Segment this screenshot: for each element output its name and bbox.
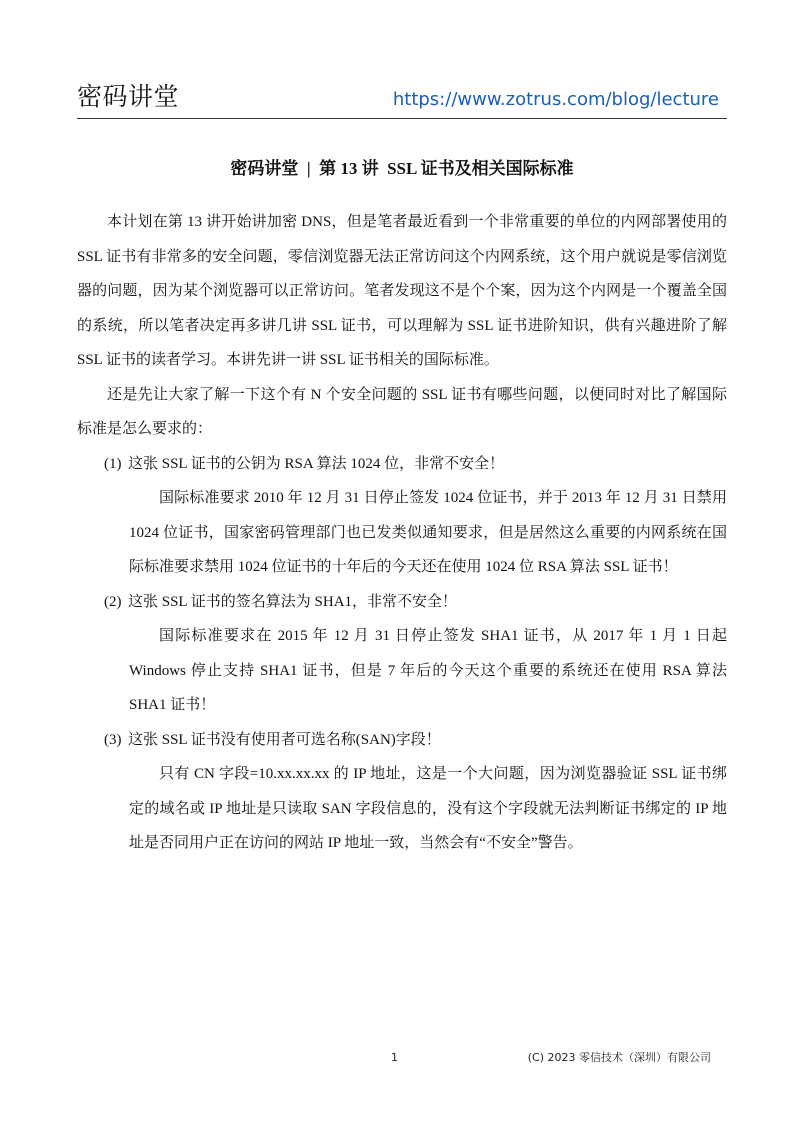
lecture-url-link[interactable]: https://www.zotrus.com/blog/lecture xyxy=(392,89,719,110)
issue-heading xyxy=(77,447,727,482)
issue-heading-text: 这张 SSL 证书的公钥为 RSA 算法 1024 位，非常不安全！ xyxy=(128,455,505,472)
issue-number: (2) xyxy=(104,593,122,610)
issue-detail: 只有 CN 字段=10.xx.xx.xx 的 IP 地址，这是一个大问题，因为浏览器验证 SSL 证书绑定的域名或 IP 地址是只读取 SAN 字段信息的，没有这个字段就无法判断证书绑定的 IP 地址是否同用户正在访问的网站 IP 地址一致，当然会有“不安全”警告。 xyxy=(129,766,727,851)
page-header xyxy=(77,80,727,114)
issue-heading xyxy=(77,585,727,620)
issue-number: (3) xyxy=(104,731,122,748)
intro-paragraph: 还是先让大家了解一下这个有 N 个安全问题的 SSL 证书有哪些问题，以便同时对比了解国际标准是怎么要求的： xyxy=(77,386,727,437)
issue-heading xyxy=(77,723,727,758)
issue-heading-text: 这张 SSL 证书没有使用者可选名称(SAN)字段！ xyxy=(128,731,441,748)
page-footer xyxy=(77,1048,727,1068)
issue-number: (1) xyxy=(104,455,122,472)
header-divider xyxy=(77,118,727,119)
issue-detail: 国际标准要求 2010 年 12 月 31 日停止签发 1024 位证书，并于 2013 年 12 月 31 日禁用 1024 位证书，国家密码管理部门也已发类似通知要求，但是居然这么重要的内网系统在国际标准要求禁用 1024 位证书的十年后的今天还在使用 1024 位 RSA 算法 SSL 证书！ xyxy=(129,490,727,575)
issue-detail: 国际标准要求在 2015 年 12 月 31 日停止签发 SHA1 证书，从 2017 年 1 月 1 日起 Windows 停止支持 SHA1 证书，但是 7 年后的今天这个重要的系统还在使用 RSA 算法 SHA1 证书！ xyxy=(129,628,727,713)
lecture-title: 密码讲堂 | 第 13 讲 SSL 证书及相关国际标准 xyxy=(230,159,574,179)
intro-paragraph: 本计划在第 13 讲开始讲加密 DNS，但是笔者最近看到一个非常重要的单位的内网部署使用的 SSL 证书有非常多的安全问题，零信浏览器无法正常访问这个内网系统，这个用户就说是零信浏览器的问题，因为某个浏览器可以正常访问。笔者发现这不是个个案，因为这个内网是一个覆盖全国的系统，所以笔者决定再多讲几讲 SSL 证书，可以理解为 SSL 证书进阶知识，供有兴趣进阶了解 SSL 证书的读者学习。本讲先讲一讲 SSL 证书相关的国际标准。 xyxy=(77,214,727,368)
article-body xyxy=(77,205,727,861)
brand-title: 密码讲堂 xyxy=(77,82,180,111)
issue-heading-text: 这张 SSL 证书的签名算法为 SHA1，非常不安全！ xyxy=(128,593,458,610)
copyright-notice: (C) 2023 零信技术（深圳）有限公司 xyxy=(527,1051,711,1064)
page-number: 1 xyxy=(391,1051,398,1064)
